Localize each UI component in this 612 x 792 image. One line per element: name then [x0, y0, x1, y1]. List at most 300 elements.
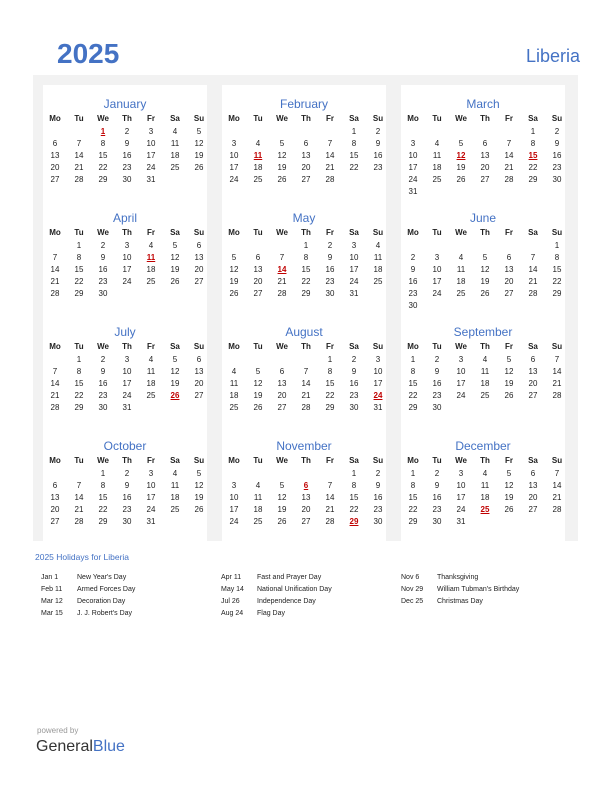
day-cell: 28: [50, 403, 60, 412]
day-cell: 17: [229, 163, 239, 172]
day-cell: 9: [410, 265, 416, 274]
day-cell: 12: [229, 265, 239, 274]
day-cell: 12: [170, 253, 180, 262]
day-cell: 30: [98, 403, 108, 412]
weekday-header: We: [455, 456, 467, 465]
day-cell: 27: [194, 277, 204, 286]
day-cell: 24: [122, 391, 132, 400]
day-cell: 21: [325, 163, 335, 172]
day-cell: 11: [146, 367, 156, 376]
day-cell: 14: [504, 151, 514, 160]
day-cell: 10: [408, 151, 418, 160]
day-cell: 18: [480, 379, 490, 388]
year-title: 2025: [57, 38, 120, 69]
weekday-header: Fr: [326, 228, 334, 237]
day-cell: 17: [349, 265, 359, 274]
day-cell: 2: [327, 241, 333, 250]
day-cell: 31: [146, 517, 156, 526]
day-cell: 9: [100, 367, 106, 376]
day-cell: 25: [146, 277, 156, 286]
day-cell: 24: [122, 277, 132, 286]
day-cell: 27: [504, 289, 514, 298]
day-cell: 9: [434, 367, 440, 376]
month-july: [43, 313, 207, 429]
day-cell: 23: [552, 163, 562, 172]
day-cell: 8: [351, 139, 357, 148]
day-cell: 6: [530, 355, 536, 364]
weekday-header: Fr: [147, 456, 155, 465]
day-cell: 19: [253, 391, 263, 400]
weekday-header: We: [455, 342, 467, 351]
holidays-title: 2025 Holidays for Liberia: [35, 552, 130, 562]
brand-logo: [36, 738, 125, 756]
day-cell: 1: [100, 469, 106, 478]
day-cell: 13: [528, 367, 538, 376]
day-cell: 16: [432, 493, 442, 502]
day-cell: 14: [50, 265, 60, 274]
day-cell: 2: [100, 241, 106, 250]
holiday-item: [221, 586, 391, 598]
day-cell: 25: [373, 277, 383, 286]
brand-general: General: [36, 738, 93, 755]
day-cell: 2: [124, 127, 130, 136]
holiday-day: 26: [170, 391, 180, 400]
day-cell: 5: [196, 469, 202, 478]
day-cell: 6: [196, 241, 202, 250]
day-cell: 8: [100, 481, 106, 490]
day-cell: 23: [432, 391, 442, 400]
weekday-header: Sa: [528, 456, 538, 465]
month-december: [401, 427, 565, 543]
weekday-header: Th: [122, 342, 132, 351]
month-november: [222, 427, 386, 543]
day-cell: 13: [301, 493, 311, 502]
day-cell: 9: [124, 139, 130, 148]
weekday-header: Fr: [505, 114, 513, 123]
day-cell: 11: [480, 367, 490, 376]
day-cell: 16: [432, 379, 442, 388]
day-cell: 16: [325, 265, 335, 274]
day-cell: 7: [554, 469, 560, 478]
day-cell: 8: [410, 367, 416, 376]
day-cell: 13: [504, 265, 514, 274]
holiday-name: Armed Forces Day: [77, 586, 136, 593]
day-cell: 28: [74, 175, 84, 184]
weekday-header: Tu: [74, 228, 84, 237]
day-cell: 11: [170, 481, 180, 490]
day-cell: 15: [301, 265, 311, 274]
day-cell: 26: [504, 391, 514, 400]
day-cell: 15: [98, 151, 108, 160]
day-cell: 21: [552, 493, 562, 502]
day-cell: 4: [255, 139, 261, 148]
weekday-header: Tu: [74, 456, 84, 465]
day-cell: 9: [327, 253, 333, 262]
day-cell: 31: [456, 517, 466, 526]
day-cell: 16: [552, 151, 562, 160]
weekday-header: Sa: [170, 228, 180, 237]
day-cell: 1: [351, 127, 357, 136]
month-may: [222, 199, 386, 315]
day-cell: 4: [458, 253, 464, 262]
day-cell: 19: [456, 163, 466, 172]
day-cell: 19: [277, 163, 287, 172]
weekday-header: Sa: [170, 456, 180, 465]
weekday-header: Th: [122, 228, 132, 237]
day-cell: 5: [458, 139, 464, 148]
day-cell: 15: [408, 493, 418, 502]
brand-blue: Blue: [92, 738, 125, 755]
day-cell: 28: [504, 175, 514, 184]
month-title: January: [103, 97, 147, 111]
day-cell: 21: [325, 505, 335, 514]
day-cell: 12: [194, 481, 204, 490]
holiday-date: Feb 11: [41, 586, 63, 593]
day-cell: 28: [74, 517, 84, 526]
day-cell: 10: [229, 151, 239, 160]
day-cell: 21: [74, 505, 84, 514]
day-cell: 16: [408, 277, 418, 286]
day-cell: 27: [277, 403, 287, 412]
day-cell: 24: [456, 505, 466, 514]
day-cell: 23: [325, 277, 335, 286]
holiday-item: [401, 574, 571, 586]
day-cell: 19: [194, 151, 204, 160]
day-cell: 8: [76, 367, 82, 376]
day-cell: 22: [74, 391, 84, 400]
day-cell: 26: [277, 517, 287, 526]
day-cell: 17: [122, 265, 132, 274]
day-cell: 20: [50, 505, 60, 514]
holiday-date: Nov 29: [401, 586, 424, 593]
day-cell: 14: [528, 265, 538, 274]
day-cell: 12: [504, 367, 514, 376]
holiday-name: Decoration Day: [77, 598, 126, 605]
day-cell: 10: [229, 493, 239, 502]
day-cell: 22: [552, 277, 562, 286]
day-cell: 8: [554, 253, 560, 262]
holiday-name: Christmas Day: [437, 598, 483, 605]
day-cell: 28: [325, 517, 335, 526]
day-cell: 12: [480, 265, 490, 274]
day-cell: 30: [98, 289, 108, 298]
day-cell: 3: [148, 469, 154, 478]
day-cell: 27: [253, 289, 263, 298]
holiday-item: [41, 586, 211, 598]
day-cell: 20: [480, 163, 490, 172]
weekday-header: Sa: [170, 342, 180, 351]
day-cell: 15: [98, 493, 108, 502]
day-cell: 17: [456, 493, 466, 502]
day-cell: 1: [303, 241, 309, 250]
day-cell: 24: [229, 517, 239, 526]
day-cell: 23: [122, 505, 132, 514]
day-cell: 1: [351, 469, 357, 478]
day-cell: 4: [172, 127, 178, 136]
day-cell: 18: [480, 493, 490, 502]
weekday-header: Su: [193, 228, 205, 237]
weekday-header: Mo: [49, 456, 61, 465]
day-cell: 5: [231, 253, 237, 262]
weekday-header: Sa: [349, 456, 359, 465]
day-cell: 19: [194, 493, 204, 502]
day-cell: 10: [122, 367, 132, 376]
day-cell: 8: [410, 481, 416, 490]
day-cell: 29: [552, 289, 562, 298]
day-cell: 4: [148, 241, 154, 250]
day-cell: 15: [349, 151, 359, 160]
day-cell: 17: [373, 379, 383, 388]
holiday-name: National Unification Day: [257, 586, 332, 593]
day-cell: 25: [170, 163, 180, 172]
day-cell: 21: [301, 391, 311, 400]
day-cell: 30: [349, 403, 359, 412]
day-cell: 14: [301, 379, 311, 388]
day-cell: 2: [375, 469, 381, 478]
day-cell: 3: [375, 355, 381, 364]
weekday-header: Mo: [49, 228, 61, 237]
day-cell: 24: [408, 175, 418, 184]
weekday-header: Mo: [228, 114, 240, 123]
day-cell: 10: [122, 253, 132, 262]
day-cell: 2: [351, 355, 357, 364]
day-cell: 9: [351, 367, 357, 376]
day-cell: 4: [255, 481, 261, 490]
month-march: [401, 85, 565, 201]
day-cell: 20: [504, 277, 514, 286]
day-cell: 29: [74, 289, 84, 298]
month-title: June: [469, 211, 497, 225]
weekday-header: We: [97, 456, 109, 465]
weekday-header: Tu: [253, 114, 263, 123]
weekday-header: Th: [480, 114, 490, 123]
holiday-day: 24: [373, 391, 383, 400]
day-cell: 2: [434, 355, 440, 364]
day-cell: 10: [456, 481, 466, 490]
day-cell: 30: [373, 517, 383, 526]
weekday-header: Sa: [528, 114, 538, 123]
holiday-date: Apr 11: [221, 574, 242, 581]
day-cell: 19: [504, 379, 514, 388]
day-cell: 5: [172, 241, 178, 250]
day-cell: 28: [552, 505, 562, 514]
holiday-day: 29: [349, 517, 359, 526]
weekday-header: Mo: [407, 342, 419, 351]
day-cell: 22: [98, 163, 108, 172]
day-cell: 26: [194, 505, 204, 514]
day-cell: 18: [253, 163, 263, 172]
day-cell: 10: [146, 139, 156, 148]
weekday-header: We: [276, 228, 288, 237]
weekday-header: Tu: [432, 228, 442, 237]
weekday-header: Mo: [407, 456, 419, 465]
day-cell: 15: [349, 493, 359, 502]
day-cell: 3: [231, 481, 237, 490]
day-cell: 20: [50, 163, 60, 172]
weekday-header: Tu: [74, 114, 84, 123]
day-cell: 7: [506, 139, 512, 148]
day-cell: 23: [349, 391, 359, 400]
day-cell: 4: [231, 367, 237, 376]
day-cell: 15: [325, 379, 335, 388]
weekday-header: Tu: [253, 228, 263, 237]
holiday-name: Independence Day: [257, 598, 316, 605]
day-cell: 8: [530, 139, 536, 148]
day-cell: 17: [146, 493, 156, 502]
day-cell: 20: [194, 379, 204, 388]
day-cell: 12: [277, 493, 287, 502]
day-cell: 6: [482, 139, 488, 148]
day-cell: 2: [124, 469, 130, 478]
day-cell: 13: [253, 265, 263, 274]
day-cell: 23: [98, 277, 108, 286]
day-cell: 3: [351, 241, 357, 250]
day-cell: 16: [98, 265, 108, 274]
weekday-header: We: [276, 342, 288, 351]
month-title: September: [453, 325, 513, 339]
day-cell: 15: [74, 379, 84, 388]
day-cell: 22: [325, 391, 335, 400]
day-cell: 8: [327, 367, 333, 376]
day-cell: 13: [50, 151, 60, 160]
day-cell: 13: [277, 379, 287, 388]
day-cell: 19: [170, 265, 180, 274]
month-title: August: [285, 325, 323, 339]
day-cell: 28: [301, 403, 311, 412]
day-cell: 11: [432, 151, 442, 160]
weekday-header: Sa: [170, 114, 180, 123]
day-cell: 5: [279, 481, 285, 490]
holiday-item: [221, 598, 391, 610]
weekday-header: Su: [551, 228, 563, 237]
day-cell: 26: [504, 505, 514, 514]
day-cell: 27: [50, 517, 60, 526]
day-cell: 26: [170, 277, 180, 286]
day-cell: 19: [480, 277, 490, 286]
day-cell: 9: [375, 481, 381, 490]
holiday-column: [41, 574, 211, 622]
day-cell: 2: [100, 355, 106, 364]
holiday-day: 14: [277, 265, 287, 274]
day-cell: 21: [50, 391, 60, 400]
day-cell: 6: [279, 367, 285, 376]
day-cell: 13: [194, 367, 204, 376]
holiday-name: Flag Day: [257, 610, 286, 617]
day-cell: 1: [554, 241, 560, 250]
day-cell: 16: [98, 379, 108, 388]
weekday-header: Fr: [326, 114, 334, 123]
day-cell: 23: [98, 391, 108, 400]
weekday-header: Fr: [326, 456, 334, 465]
weekday-header: Mo: [407, 114, 419, 123]
holiday-date: Dec 25: [401, 598, 424, 605]
weekday-header: Mo: [49, 114, 61, 123]
day-cell: 25: [253, 517, 263, 526]
day-cell: 13: [528, 481, 538, 490]
weekday-header: Mo: [228, 456, 240, 465]
day-cell: 17: [408, 163, 418, 172]
day-cell: 3: [458, 355, 464, 364]
day-cell: 3: [434, 253, 440, 262]
day-cell: 5: [196, 127, 202, 136]
day-cell: 3: [148, 127, 154, 136]
day-cell: 17: [456, 379, 466, 388]
weekday-header: Su: [372, 342, 384, 351]
day-cell: 28: [277, 289, 287, 298]
weekday-header: Sa: [349, 342, 359, 351]
holiday-item: [401, 586, 571, 598]
weekday-header: Su: [193, 456, 205, 465]
holiday-day: 12: [456, 151, 466, 160]
holiday-date: Mar 15: [41, 610, 63, 617]
day-cell: 16: [349, 379, 359, 388]
day-cell: 12: [504, 481, 514, 490]
holiday-name: Thanksgiving: [437, 574, 479, 581]
day-cell: 3: [124, 241, 130, 250]
weekday-header: Tu: [74, 342, 84, 351]
weekday-header: Sa: [528, 342, 538, 351]
day-cell: 18: [170, 151, 180, 160]
weekday-header: We: [97, 228, 109, 237]
day-cell: 20: [528, 379, 538, 388]
weekday-header: Th: [301, 456, 311, 465]
day-cell: 21: [528, 277, 538, 286]
day-cell: 11: [170, 139, 180, 148]
holiday-day: 11: [253, 151, 263, 160]
day-cell: 15: [552, 265, 562, 274]
weekday-header: Fr: [505, 228, 513, 237]
day-cell: 10: [146, 481, 156, 490]
weekday-header: We: [276, 114, 288, 123]
day-cell: 27: [301, 517, 311, 526]
weekday-header: Mo: [407, 228, 419, 237]
month-october: [43, 427, 207, 543]
day-cell: 1: [410, 355, 416, 364]
holiday-item: [41, 598, 211, 610]
day-cell: 3: [124, 355, 130, 364]
day-cell: 14: [325, 493, 335, 502]
weekday-header: Tu: [253, 342, 263, 351]
day-cell: 26: [229, 289, 239, 298]
day-cell: 18: [229, 391, 239, 400]
day-cell: 24: [146, 163, 156, 172]
day-cell: 11: [480, 481, 490, 490]
day-cell: 17: [146, 151, 156, 160]
day-cell: 1: [327, 355, 333, 364]
day-cell: 26: [480, 289, 490, 298]
weekday-header: Th: [122, 456, 132, 465]
day-cell: 31: [373, 403, 383, 412]
day-cell: 5: [506, 355, 512, 364]
powered-by-text: powered by: [37, 726, 79, 735]
day-cell: 14: [552, 367, 562, 376]
weekday-header: We: [276, 456, 288, 465]
day-cell: 25: [456, 289, 466, 298]
day-cell: 6: [52, 139, 58, 148]
day-cell: 6: [303, 139, 309, 148]
day-cell: 10: [349, 253, 359, 262]
day-cell: 29: [98, 517, 108, 526]
day-cell: 14: [74, 493, 84, 502]
holiday-date: Jul 26: [221, 598, 240, 605]
day-cell: 7: [52, 367, 58, 376]
day-cell: 6: [255, 253, 261, 262]
day-cell: 19: [229, 277, 239, 286]
calendar-grid: [33, 75, 578, 541]
day-cell: 5: [279, 139, 285, 148]
weekday-header: We: [455, 228, 467, 237]
day-cell: 9: [100, 253, 106, 262]
